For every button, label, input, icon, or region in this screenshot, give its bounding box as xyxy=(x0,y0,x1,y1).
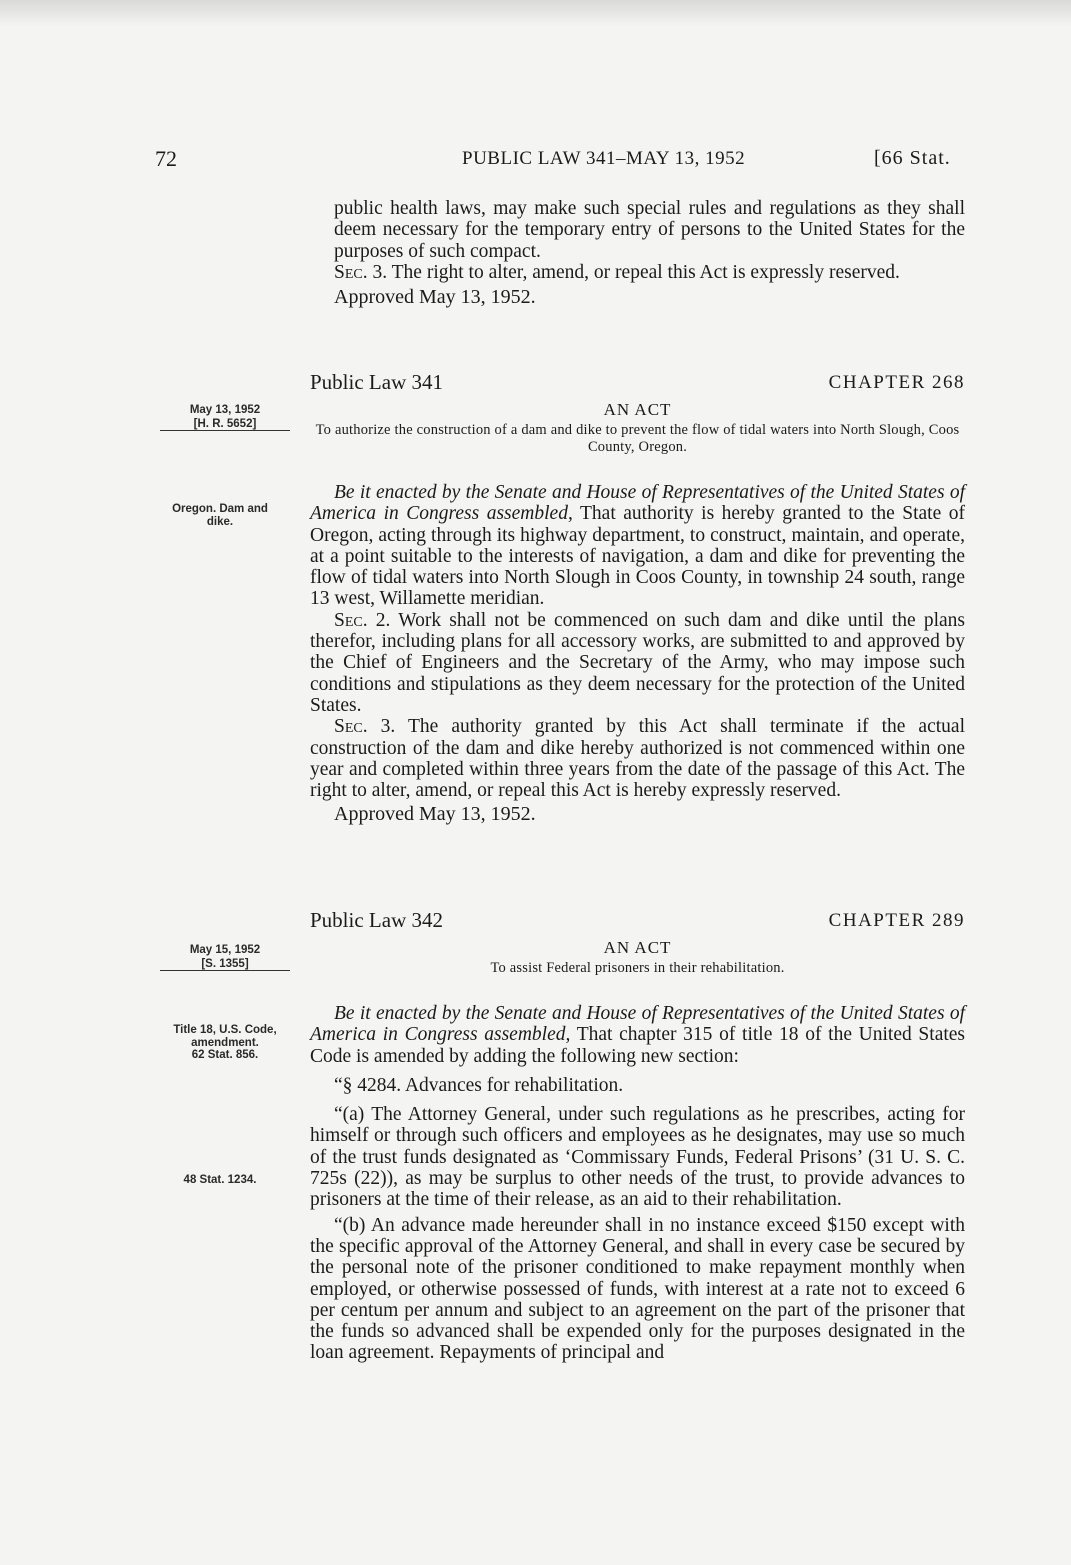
enacting-text: That authority is hereby granted to the State of Oregon, acting through its highway department, to construct, maintain, and operate, at a point suitable to the interests of navigation, a dam and dike for preventing the flow of tidal waters into North Slough in Coos County, in township 24 south, range 13 west, Willamette meridian. xyxy=(310,503,966,610)
section-text: Work shall not be commenced on such dam and dike until the plans therefor, including plans for all accessory works, are submitted to and approved by the Chief of Engineers and the Secretary of the Army, who may impose such conditions and stipulations as they deem necessary for the protection of the United States. xyxy=(310,609,965,716)
margin-title18: Title 18, U.S. Code, amendment. xyxy=(173,1024,277,1049)
carryover-section xyxy=(310,198,965,308)
margin-note-date-342 xyxy=(160,944,290,971)
section-label: Sec. 3. xyxy=(334,261,388,283)
enacting-paragraph xyxy=(310,1003,965,1067)
margin-note-48stat: 48 Stat. 1234. xyxy=(183,1174,257,1186)
enacting-paragraph xyxy=(310,482,965,610)
enacting-clause: Be it enacted by the Senate and House of Representatives of the United States of America in Congress assembled, xyxy=(310,1003,965,1046)
approval-line: Approved May 13, 1952. xyxy=(334,286,536,309)
page-number: 72 xyxy=(155,146,177,171)
an-act-heading: AN ACT xyxy=(603,938,672,957)
public-law-342 xyxy=(310,908,965,1364)
margin-note-subject-341: Oregon. Dam and dike. xyxy=(172,503,268,528)
subsection-a: “(a) The Attorney General, under such regulations as he prescribes, acting for himself or through such officers and employees as he designates, may use so much of the trust funds designated as ‘Commissary Funds, Federal Prisons’ (31 U. S. C. 725s (22)), as may be surplus to other needs of the trust, to provide advances to prisoners at the time of their release, as an aid to their rehabilitation. xyxy=(310,1104,965,1211)
margin-note-title18 xyxy=(160,1024,290,1062)
margin-bill: [S. 1355] xyxy=(160,958,290,972)
section-2 xyxy=(310,610,965,716)
section-text: The right to alter, amend, or repeal this Act is expressly reserved. xyxy=(387,261,900,283)
an-act-heading: AN ACT xyxy=(603,400,672,419)
law-heading xyxy=(310,370,965,396)
approval-line: Approved May 13, 1952. xyxy=(334,803,536,826)
carryover-sec3 xyxy=(310,262,965,283)
scan-edge xyxy=(0,0,1071,26)
section-label: Sec. 2. xyxy=(334,609,391,631)
law-heading xyxy=(310,908,965,934)
section-label: Sec. 3. xyxy=(334,716,396,738)
subsection-b: “(b) An advance made hereunder shall in no instance exceed $150 except with the specific approval of the Attorney General, and shall in every case be secured by the personal note of the prisoner conditioned to make repayment monthly when employed, or otherwise possessed of funds, with interest at a rate not to exceed 6 per centum per annum and subject to an agreement on the part of the prisoner that the funds so advanced shall be expended only for the purposes designated in the loan agreement. Repayments of principal and xyxy=(310,1214,965,1364)
margin-bill: [H. R. 5652] xyxy=(160,418,290,432)
margin-date: May 15, 1952 xyxy=(189,944,261,956)
law-name: Public Law 341 xyxy=(310,370,443,394)
section-text: The authority granted by this Act shall terminate if the actual construction of the dam and dike hereby authorized is not commenced within one year and completed within three years from the date of the passage of this Act. The right to alter, amend, or repeal this Act is hereby expressly reserved. xyxy=(310,716,965,802)
section-3 xyxy=(310,716,965,801)
enacting-text: That chapter 315 of title 18 of the United States Code is amended by adding the following new section: xyxy=(310,1024,966,1067)
enacting-clause: Be it enacted by the Senate and House of Representatives of the United States of America in Congress assembled, xyxy=(310,482,965,525)
chapter-number: CHAPTER 268 xyxy=(828,372,965,393)
page-header xyxy=(0,146,1071,176)
running-title: PUBLIC LAW 341–MAY 13, 1952 xyxy=(462,148,746,169)
section-heading: “§ 4284. Advances for rehabilitation. xyxy=(334,1074,624,1096)
act-title: To assist Federal prisoners in their rehabilitation. xyxy=(490,960,785,976)
law-name: Public Law 342 xyxy=(310,908,443,932)
chapter-number: CHAPTER 289 xyxy=(828,910,965,931)
margin-date: May 13, 1952 xyxy=(189,404,261,416)
margin-note-date-341 xyxy=(160,404,290,431)
act-title: To authorize the construction of a dam and dike to prevent the flow of tidal waters into North Slough, Coos County, Oregon. xyxy=(315,422,960,455)
carryover-paragraph: public health laws, may make such special rules and regulations as they shall deem necessary for the temporary entry of persons to the United States for the purposes of such compact. xyxy=(334,198,965,262)
public-law-341 xyxy=(310,370,965,825)
statute-reference: [66 Stat. xyxy=(874,147,951,169)
margin-62stat: 62 Stat. 856. xyxy=(191,1049,259,1061)
